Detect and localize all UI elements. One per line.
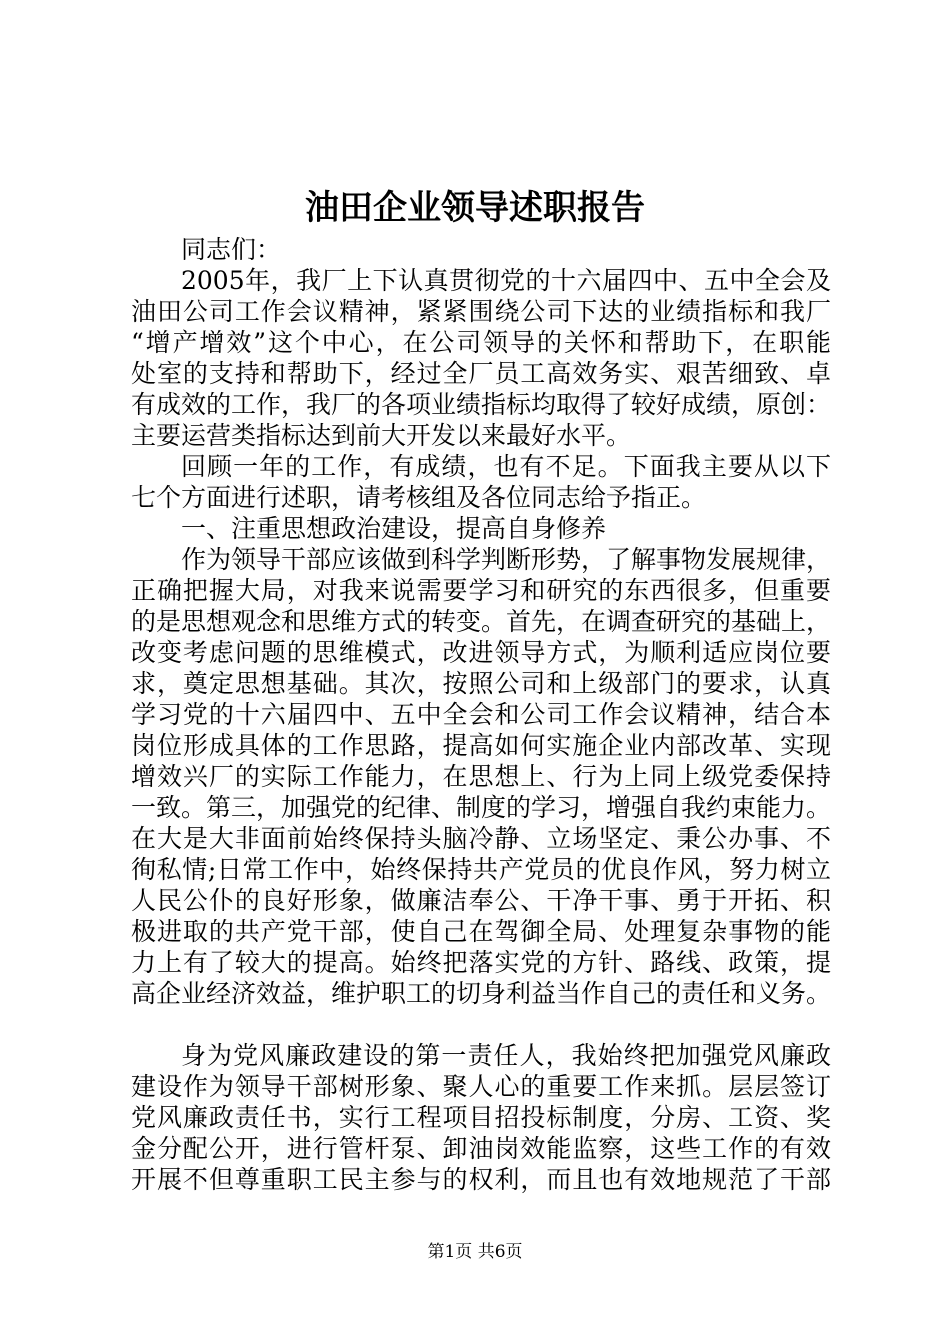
text-line: 有成效的工作，我厂的各项业绩指标均取得了较好成绩，原创： [131, 390, 832, 419]
text-line: 身为党风廉政建设的第一责任人，我始终把加强党风廉政 [181, 1041, 831, 1070]
text-line: 力上有了较大的提高。始终把落实党的方针、路线、政策，提 [131, 948, 831, 977]
text-line: 学习党的十六届四中、五中全会和公司工作会议精神，结合本 [131, 700, 831, 729]
text-line: 同志们： [181, 235, 282, 264]
text-line: 2005年，我厂上下认真贯彻党的十六届四中、五中全会及 [181, 266, 831, 295]
text-line: “增产增效”这个中心，在公司领导的关怀和帮助下，在职能 [131, 328, 831, 357]
text-line: 回顾一年的工作，有成绩，也有不足。下面我主要从以下 [181, 452, 831, 481]
text-line: 一、注重思想政治建设，提高自身修养 [181, 514, 607, 543]
text-line: 增效兴厂的实际工作能力，在思想上、行为上同上级党委保持 [131, 762, 831, 791]
text-line: 高企业经济效益，维护职工的切身利益当作自己的责任和义务。 [131, 979, 832, 1008]
text-line: 作为领导干部应该做到科学判断形势，了解事物发展规律， [181, 545, 832, 574]
page-footer: 第1页 共6页 [427, 1242, 523, 1262]
text-line: 在大是大非面前始终保持头脑冷静、立场坚定、秉公办事、不 [131, 824, 831, 853]
text-line: 金分配公开，进行管杆泵、卸油岗效能监察，这些工作的有效 [131, 1134, 831, 1163]
text-line: 求，奠定思想基础。其次，按照公司和上级部门的要求，认真 [131, 669, 831, 698]
text-line: 七个方面进行述职，请考核组及各位同志给予指正。 [131, 483, 707, 512]
text-line: 建设作为领导干部树形象、聚人心的重要工作来抓。层层签订 [131, 1072, 831, 1101]
text-line: 开展不但尊重职工民主参与的权利，而且也有效地规范了干部 [131, 1165, 831, 1194]
text-line: 改变考虑问题的思维模式，改进领导方式，为顺利适应岗位要 [131, 638, 831, 667]
text-line: 岗位形成具体的工作思路，提高如何实施企业内部改革、实现 [131, 731, 831, 760]
text-line: 主要运营类指标达到前大开发以来最好水平。 [131, 421, 632, 450]
document-body [131, 234, 831, 1195]
text-line: 的是思想观念和思维方式的转变。首先，在调查研究的基础上， [131, 607, 832, 636]
text-line: 人民公仆的良好形象，做廉洁奉公、干净干事、勇于开拓、积 [131, 886, 831, 915]
text-line: 油田公司工作会议精神，紧紧围绕公司下达的业绩指标和我厂 [131, 297, 831, 326]
text-line: 处室的支持和帮助下，经过全厂员工高效务实、艰苦细致、卓 [131, 359, 831, 388]
text-line: 正确把握大局，对我来说需要学习和研究的东西很多，但重要 [131, 576, 831, 605]
document-title: 油田企业领导述职报告 [305, 188, 645, 228]
paragraph-spacer [131, 1009, 831, 1040]
text-line: 徇私情;日常工作中，始终保持共产党员的优良作风，努力树立 [131, 855, 831, 884]
text-line: 党风廉政责任书，实行工程项目招投标制度，分房、工资、奖 [131, 1103, 831, 1132]
text-line: 极进取的共产党干部，使自己在驾御全局、处理复杂事物的能 [131, 917, 831, 946]
text-line: 一致。第三，加强党的纪律、制度的学习，增强自我约束能力。 [131, 793, 832, 822]
